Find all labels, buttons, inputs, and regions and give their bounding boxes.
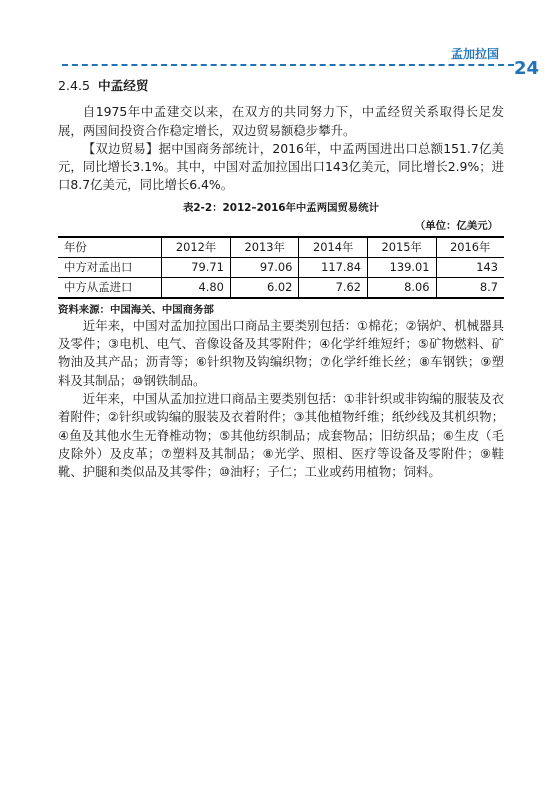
table-cell: 139.01 [367,257,436,277]
trade-statistics-table [58,236,504,299]
section-title: 中孟经贸 [98,78,149,93]
exports-paragraph: 近年来，中国对孟加拉国出口商品主要类别包括：①棉花；②锅炉、机械器具及零件；③电机、电气、音像设备及其零附件；④化学纤维短纤；⑤矿物燃料、矿物油及其产品；沥青等；⑥针织物及钩编织物；⑦化学纤维长丝；⑧车钢铁；⑨塑料及其制品；⑩钢铁制品。 [58,317,504,388]
page-content [58,77,504,481]
table-cell: 143 [436,257,504,277]
header-section-title: 孟加拉国 [450,47,499,61]
header-cell-2013: 2013年 [230,237,299,258]
table-row-exports [58,257,504,277]
table-cell: 117.84 [299,257,368,277]
table-cell: 8.06 [367,277,436,298]
header-rule [62,64,514,66]
table-row-imports [58,277,504,298]
section-heading [58,77,504,95]
header-cell-2014: 2014年 [299,237,368,258]
row-label: 中方从孟进口 [58,277,162,298]
header-cell-2012: 2012年 [162,237,231,258]
table-cell: 6.02 [230,277,299,298]
header-cell-year: 年份 [58,237,162,258]
table-cell: 4.80 [162,277,231,298]
table-unit-note: （单位：亿美元） [414,219,498,232]
row-label: 中方对孟出口 [58,257,162,277]
section-number: 2.4.5 [58,78,91,93]
header-cell-2016: 2016年 [436,237,504,258]
table-cell: 97.06 [230,257,299,277]
intro-paragraph: 自1975年中孟建交以来，在双方的共同努力下，中孟经贸关系取得长足发展，两国间投资合作稳定增长，双边贸易额稳步攀升。 [58,104,504,138]
table-cell: 8.7 [436,277,504,298]
table-cell: 79.71 [162,257,231,277]
table-cell: 7.62 [299,277,368,298]
page-number: 24 [514,58,540,79]
table-header-row [58,237,504,258]
bilateral-trade-paragraph: 【双边贸易】据中国商务部统计，2016年，中孟两国进出口总额151.7亿美元，同比增长3.1%。其中，中国对孟加拉国出口143亿美元，同比增长2.9%；进口8.7亿美元，同比增长6.4%。 [58,140,504,193]
table-caption: 表2-2：2012–2016年中孟两国贸易统计 [182,201,380,214]
header-cell-2015: 2015年 [367,237,436,258]
imports-paragraph: 近年来，中国从孟加拉进口商品主要类别包括：①非针织或非钩编的服装及衣着附件；②针织或钩编的服装及衣着附件；③其他植物纤维；纸纱线及其机织物；④鱼及其他水生无脊椎动物；⑤其他纺织制品；成套物品；旧纺织品；⑥生皮（毛皮除外）及皮革；⑦塑料及其制品；⑧光学、照相、医疗等设备及零附件；⑨鞋靴、护腿和类似品及其零件；⑩油籽；子仁；工业或药用植物；饲料。 [58,390,504,480]
table-source: 资料来源：中国海关、中国商务部 [58,303,214,316]
